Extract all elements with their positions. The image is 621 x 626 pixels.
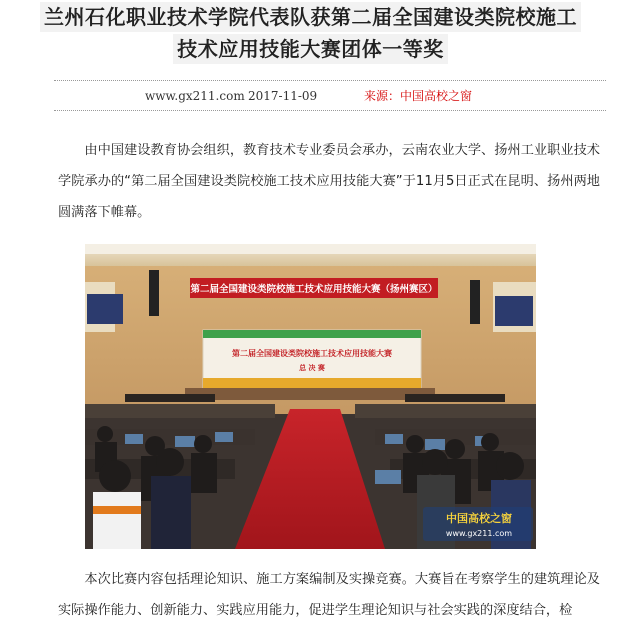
- article-photo: [85, 244, 536, 549]
- divider-bottom: [54, 110, 606, 111]
- site-url[interactable]: www.gx211.com: [145, 89, 245, 103]
- photo-screen-line1: 第二届全国建设类院校施工技术应用技能大赛: [232, 349, 392, 358]
- title-line-2: 技术应用技能大赛团体一等奖: [173, 34, 448, 64]
- watermark-url: www.gx211.com: [445, 529, 513, 538]
- watermark-name: 中国高校之窗: [446, 512, 512, 525]
- photo-banner-text: 第二届全国建设类院校施工技术应用技能大赛（扬州赛区）: [190, 284, 438, 295]
- article-meta: [0, 86, 621, 106]
- article-source[interactable]: 来源：中国高校之窗: [364, 89, 473, 103]
- divider-top: [54, 80, 606, 81]
- paragraph-1: 由中国建设教育协会组织，教育技术专业委员会承办，云南农业大学、扬州工业职业技术学院承办的“第二届全国建设类院校施工技术应用技能大赛”于11月5日正式在昆明、扬州两地圆满落下帷幕。: [58, 143, 600, 220]
- article-title: [0, 0, 621, 64]
- title-line-1: 兰州石化职业技术学院代表队获第二届全国建设类院校施工: [40, 2, 581, 32]
- photo-screen-line2: 总 决 赛: [299, 364, 325, 372]
- paragraph-2: 本次比赛内容包括理论知识、施工方案编制及实操竞赛。大赛旨在考察学生的建筑理论及实际操作能力、创新能力、实践应用能力，促进学生理论知识与社会实践的深度结合，检: [58, 572, 600, 618]
- publish-date: 2017-11-09: [248, 89, 318, 103]
